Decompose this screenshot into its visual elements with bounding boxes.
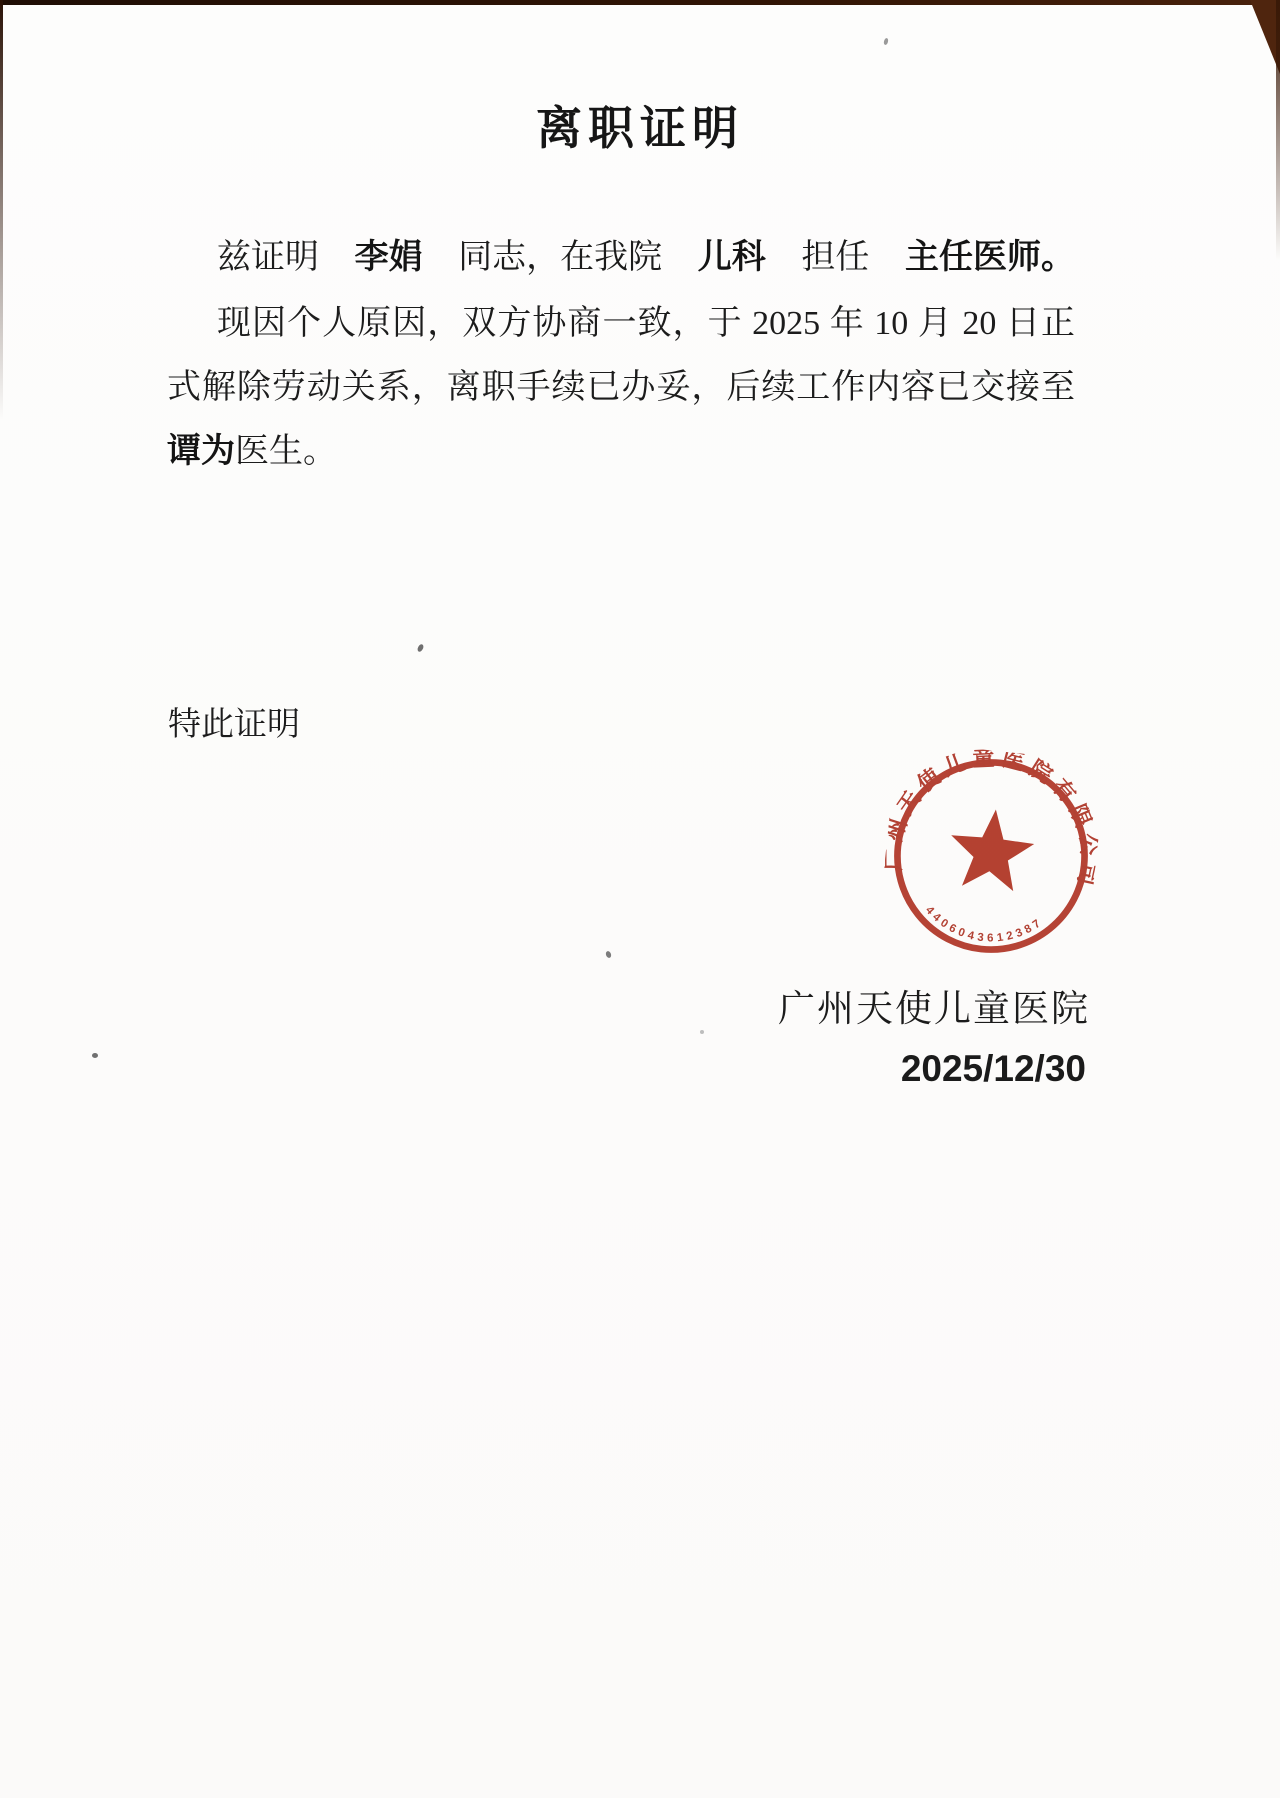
company-seal [876, 741, 1107, 972]
paragraph-reason-line1: 现因个人原因，双方协商一致，于 2025 年 10 月 20 日正 [217, 305, 1075, 342]
certify-prefix: 兹证明 [217, 239, 319, 276]
handover-doctor-name: 谭为 [167, 433, 235, 470]
handover-suffix: 医生。 [235, 433, 337, 470]
paper-speck [605, 950, 612, 958]
employee-name: 李娟 [354, 239, 423, 276]
paper-edge-top [0, 0, 1280, 5]
paragraph-certify [167, 226, 1075, 290]
signature-date: 2025/12/30 [900, 1048, 1086, 1089]
paper-speck [700, 1030, 704, 1034]
paper-speck [416, 643, 424, 652]
star-icon [946, 805, 1037, 893]
certify-mid2: 担任 [801, 239, 870, 276]
document-body [167, 226, 1075, 484]
department-name: 儿科 [697, 239, 766, 276]
paper-speck [92, 1053, 98, 1058]
document-title: 离职证明 [536, 103, 744, 154]
seal-serial-number: 4406043612387 [922, 904, 1046, 945]
paragraph-reason-line3 [167, 420, 1075, 484]
signature-organization: 广州天使儿童医院 [778, 989, 1090, 1030]
certify-mid1: 同志，在我院 [458, 239, 663, 276]
paragraph-reason-line2: 式解除劳动关系，离职手续已办妥，后续工作内容已交接至 [167, 369, 1075, 406]
paper-edge-left [0, 0, 3, 420]
seal-ring-text: 广州天使儿童医院有限公司 [880, 744, 1103, 894]
paper-speck [883, 38, 889, 46]
position-title: 主任医师。 [904, 239, 1075, 276]
closing-statement: 特此证明 [168, 707, 300, 743]
